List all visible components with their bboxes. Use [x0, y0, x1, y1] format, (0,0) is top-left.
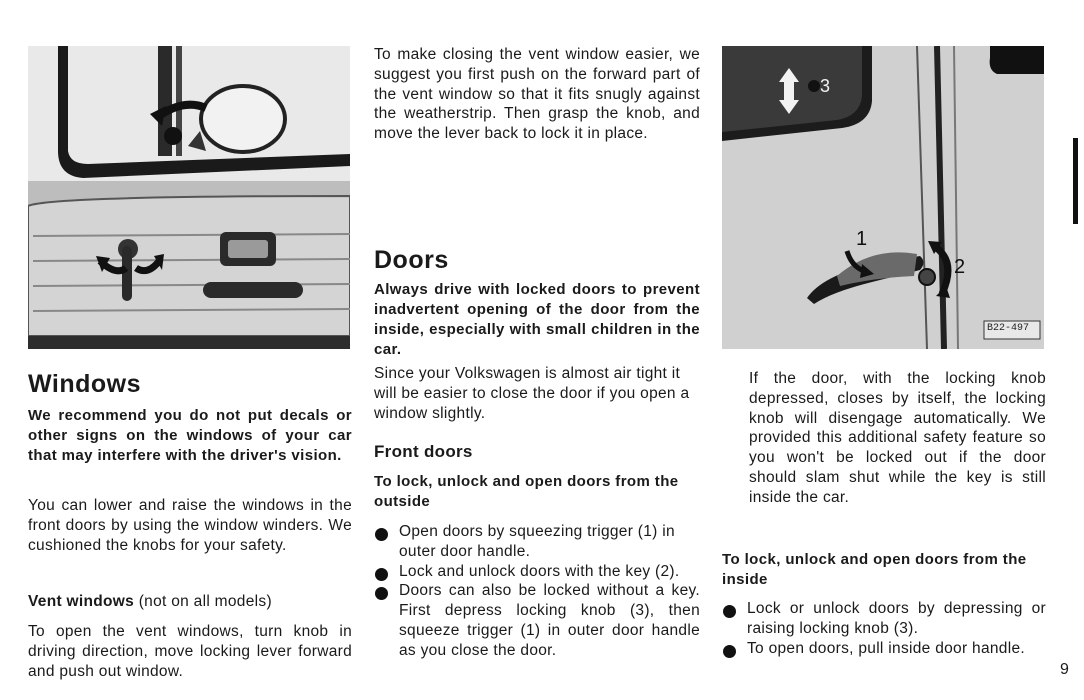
windows-heading: Windows: [28, 370, 141, 398]
callout-label-1: 1: [856, 228, 868, 250]
bullet-text: Open doors by squeezing trigger (1) in outer door handle.: [399, 523, 675, 560]
vent-windows-note: (not on all models): [134, 593, 272, 610]
outer-door-illustration: [722, 46, 1044, 349]
page-number: 9: [1060, 661, 1069, 678]
list-item: [374, 581, 700, 660]
door-interior-illustration: [28, 46, 350, 349]
bullet-text: Lock and unlock doors with the key (2).: [399, 562, 680, 580]
vent-windows-heading: Vent windows: [28, 593, 135, 610]
outer-door-handle-photo: [722, 46, 1044, 349]
bullet-text: Lock or unlock doors by depressing or raising locking knob (3).: [747, 600, 1046, 637]
callout-label-2: 2: [954, 256, 966, 278]
list-item: [722, 639, 1046, 659]
outside-heading: To lock, unlock and open doors from the outside: [374, 473, 679, 510]
windows-warning: We recommend you do not put decals or other signs on the windows of your car that may interfere with the driver's vision.: [28, 407, 352, 464]
doors-warning: Always drive with locked doors to prevent inadvertent opening of the door from the inside, especially with small children in the car.: [374, 281, 700, 358]
callout-label-3: 3: [820, 76, 831, 96]
section-edge-mark: [1073, 138, 1078, 224]
list-item: [374, 522, 700, 562]
bullet-text: Doors can also be locked without a key. First depress locking knob (3), then squeeze trigger (1) in outer door handle as you close the door.: [399, 582, 700, 659]
inside-heading: To lock, unlock and open doors from the inside: [722, 551, 1027, 588]
vent-close-paragraph: To make closing the vent window easier, we suggest you first push on the forward part of the vent window so that it fits snugly against the weatherstrip. Then grasp the knob, and move the lever back to lock it in place.: [374, 46, 700, 143]
bullet-icon: [723, 605, 736, 618]
outside-instructions-list: [374, 522, 700, 661]
bullet-icon: [375, 587, 388, 600]
vent-windows-heading-line: [28, 592, 352, 612]
windows-paragraph: You can lower and raise the windows in the front doors by using the window winders. We cushioned the knobs for your safety.: [28, 497, 352, 554]
list-item: [722, 599, 1046, 639]
figure-code: B22-497: [987, 323, 1030, 334]
doors-paragraph: Since your Volkswagen is almost air tight it will be easier to close the door if you open a window slightly.: [374, 365, 690, 422]
bullet-icon: [375, 568, 388, 581]
doors-heading: Doors: [374, 246, 449, 274]
vent-windows-paragraph: To open the vent windows, turn knob in driving direction, move locking lever forward and push out window.: [28, 623, 352, 680]
bullet-text: To open doors, pull inside door handle.: [747, 639, 1025, 657]
bullet-icon: [375, 528, 388, 541]
bullet-icon: [723, 645, 736, 658]
front-doors-heading: Front doors: [374, 442, 473, 461]
safety-paragraph: If the door, with the locking knob depressed, closes by itself, the locking knob will disengage automatically. We provided this additional safety feature so you won't be locked out if the door should slam shut while the key is still inside the car.: [749, 370, 1046, 506]
inside-instructions-list: [722, 599, 1046, 658]
door-interior-photo: [28, 46, 350, 349]
list-item: [374, 562, 700, 582]
